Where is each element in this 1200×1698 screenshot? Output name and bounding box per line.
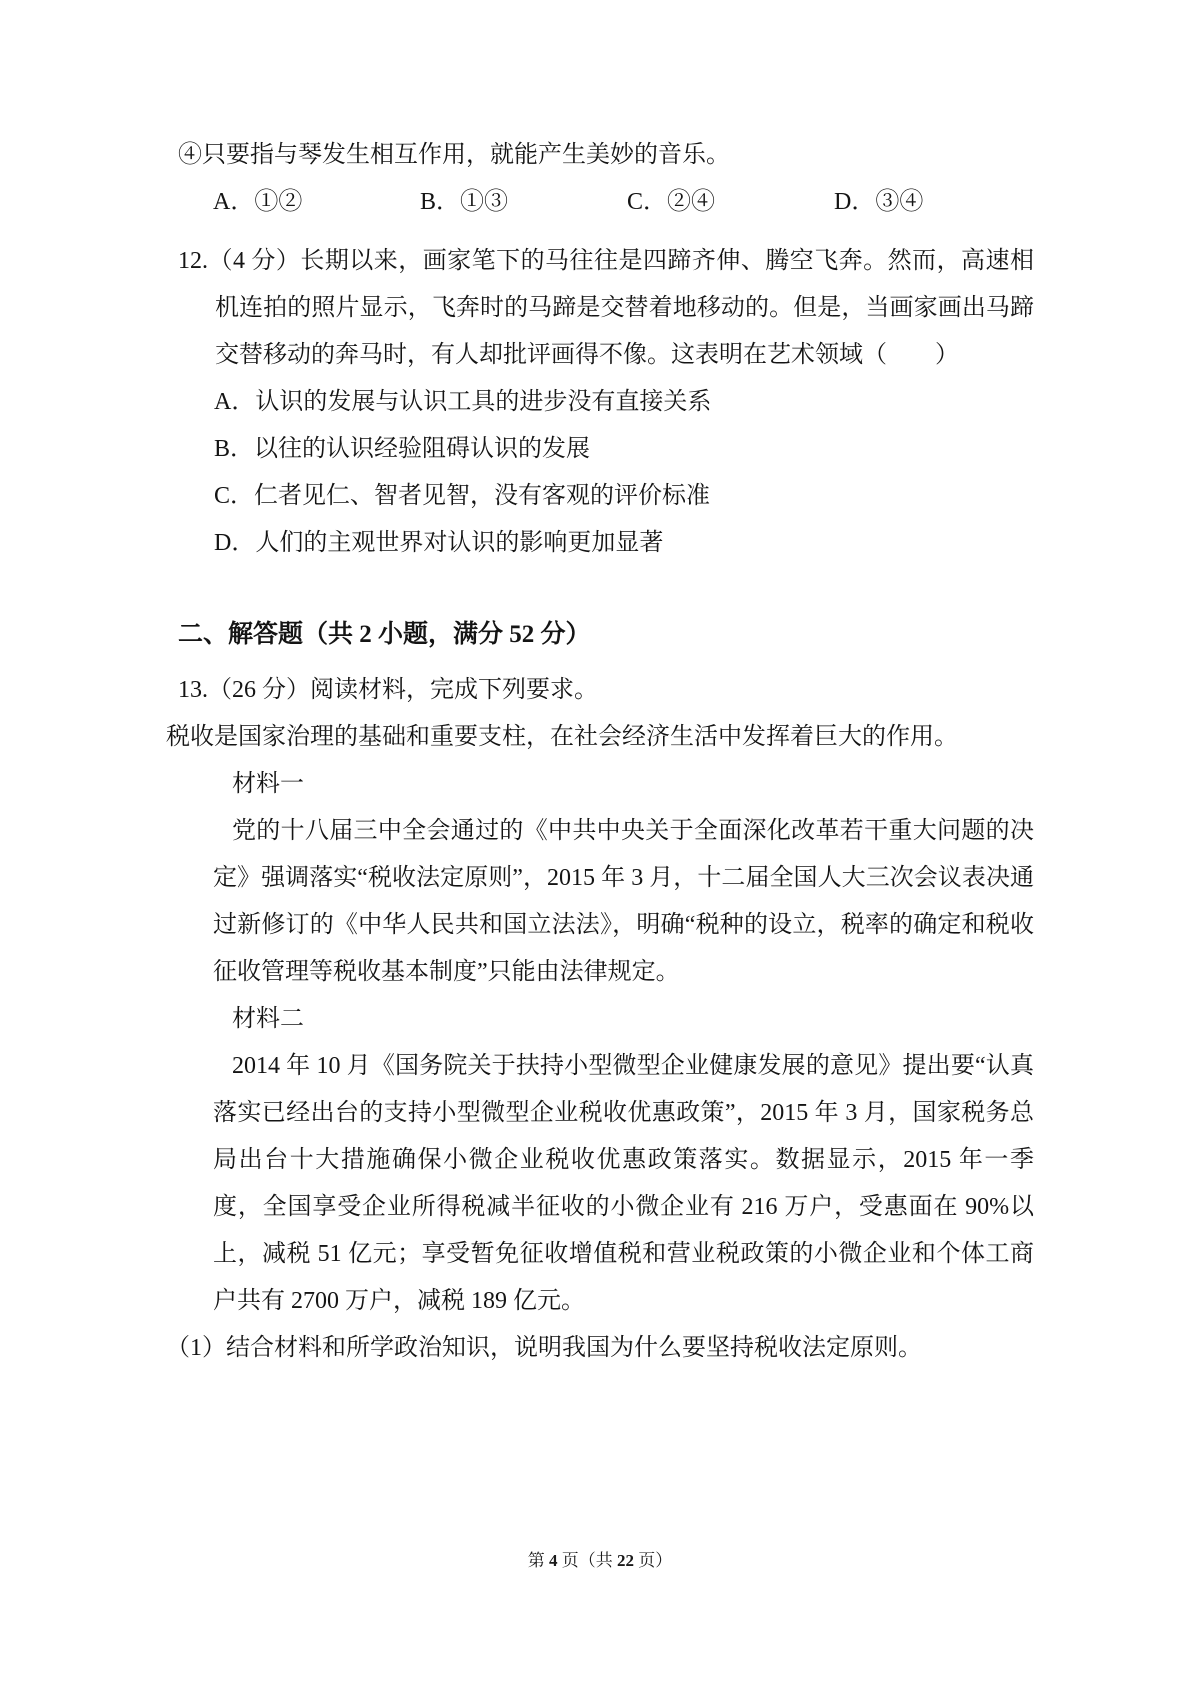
material-2-text: 2014 年 10 月《国务院关于扶持小型微型企业健康发展的意见》提出要“认真落实已经出台的支持小型微型企业税收优惠政策”，2015 年 3 月，国家税务总局出台十大措施确保小微企业税收优惠政策落实。数据显示，2015 年一季度，全国享受企业所得税减半征收的小微企业有 216 万户，受惠面在 90%以上，减税 51 亿元；享受暂免征收增值税和营业税政策的小微企业和个体工商户共有 2700 万户，减税 189 亿元。 — [213, 1053, 1034, 1314]
footer-page-number: 4 — [549, 1551, 558, 1570]
footer-prefix: 第 — [527, 1551, 545, 1570]
q11-option-d: D．③④ — [834, 189, 924, 215]
footer-total-pages: 22 — [617, 1551, 634, 1570]
q13-sub-question-1: （1）结合材料和所学政治知识，说明我国为什么要坚持税收法定原则。 — [166, 1335, 922, 1361]
q12-option-b: B．以往的认识经验阻碍认识的发展 — [214, 436, 591, 462]
page-footer — [0, 1546, 1200, 1576]
q12-option-d: D．人们的主观世界对认识的影响更加显著 — [214, 530, 664, 556]
q11-option-c: C．②④ — [627, 189, 716, 215]
footer-middle: 页（共 — [561, 1551, 613, 1570]
q12-option-a: A．认识的发展与认识工具的进步没有直接关系 — [214, 389, 712, 415]
material-2-label: 材料二 — [232, 1006, 304, 1032]
q13-stem: 13.（26 分）阅读材料，完成下列要求。 — [178, 677, 598, 703]
q12-stem: 12.（4 分）长期以来，画家笔下的马往往是四蹄齐伸、腾空飞奔。然而，高速相机连拍的照片显示，飞奔时的马蹄是交替着地移动的。但是，当画家画出马蹄交替移动的奔马时，有人却批评画得不像。这表明在艺术领域（ ） — [178, 248, 1034, 368]
footer-suffix: 页） — [638, 1551, 673, 1570]
material-1-label: 材料一 — [232, 771, 304, 797]
q11-statement-4: ④只要指与琴发生相互作用，就能产生美妙的音乐。 — [178, 142, 730, 168]
section-2-heading: 二、解答题（共 2 小题，满分 52 分） — [178, 621, 591, 648]
q13-intro: 税收是国家治理的基础和重要支柱，在社会经济生活中发挥着巨大的作用。 — [166, 724, 958, 750]
q11-option-b: B．①③ — [420, 189, 509, 215]
material-1-text: 党的十八届三中全会通过的《中共中央关于全面深化改革若干重大问题的决定》强调落实“税收法定原则”，2015 年 3 月，十二届全国人大三次会议表决通过新修订的《中华人民共和国立法法》，明确“税种的设立，税率的确定和税收征收管理等税收基本制度”只能由法律规定。 — [213, 818, 1034, 985]
q11-option-a: A．①② — [213, 189, 303, 215]
q12-option-c: C．仁者见仁、智者见智，没有客观的评价标准 — [214, 483, 711, 509]
q11-options-row — [213, 179, 1034, 226]
